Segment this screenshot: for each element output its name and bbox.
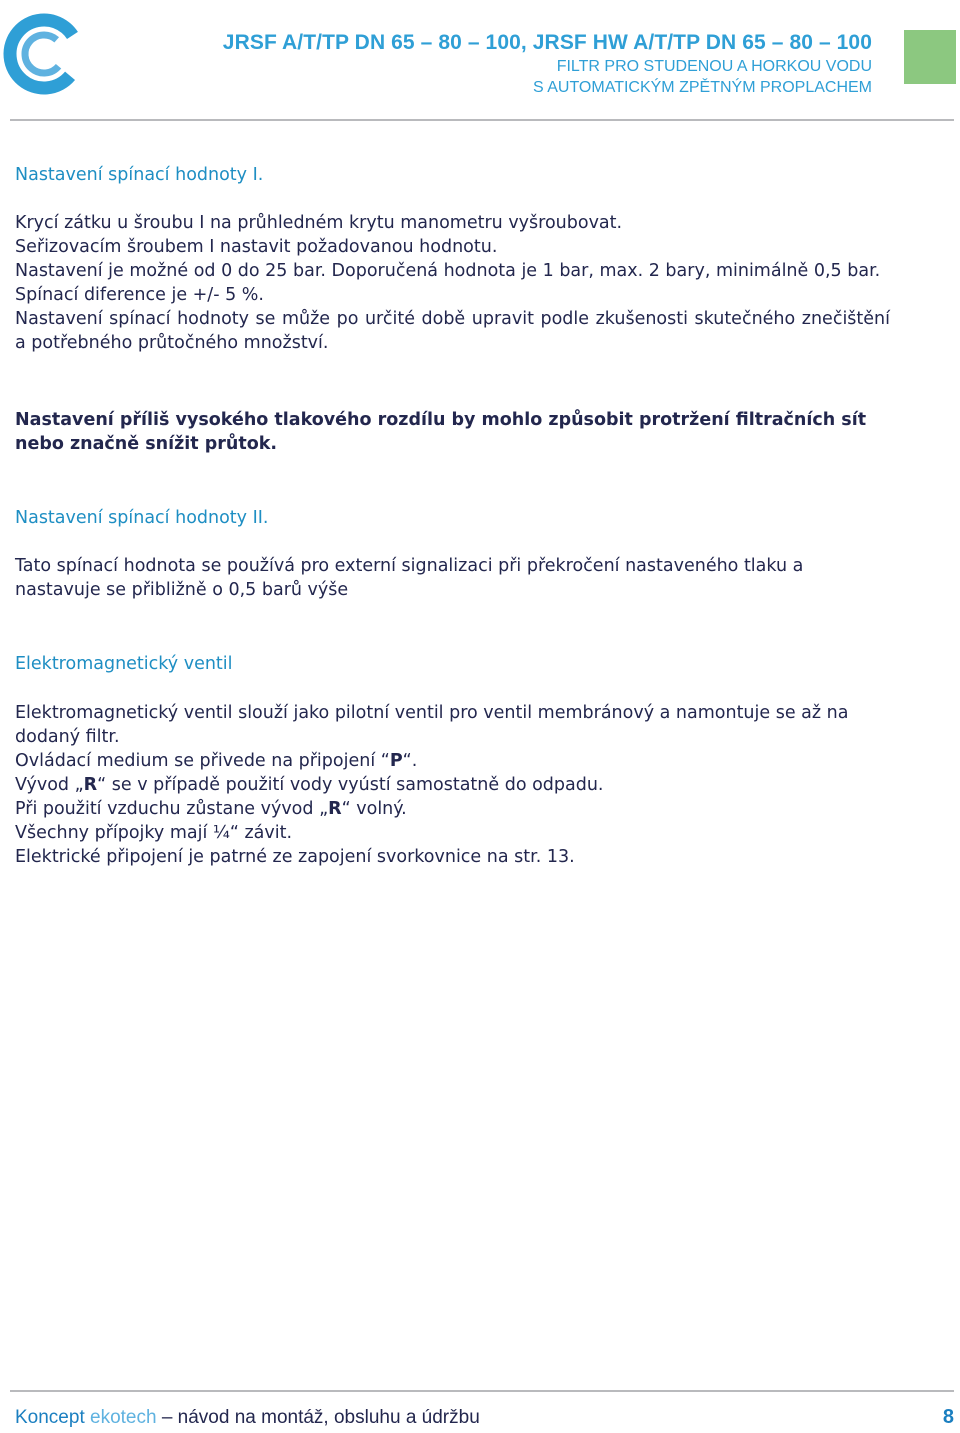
text-segment: “ se v případě použití vody vyústí samostatně do odpadu. bbox=[97, 775, 604, 795]
header-divider bbox=[10, 119, 954, 121]
solenoid-line-3 bbox=[15, 773, 890, 797]
section-solenoid-valve bbox=[15, 652, 890, 676]
footer-manual-title: – návod na montáž, obsluhu a údržbu bbox=[156, 1407, 480, 1428]
section-3-body bbox=[15, 701, 890, 869]
instruction-line: Krycí zátku u šroubu I na průhledném krytu manometru vyšroubovat. bbox=[15, 213, 623, 233]
solenoid-line-1: Elektromagnetický ventil slouží jako pilotní ventil pro ventil membránový a namontuje se až na dodaný filtr. bbox=[15, 703, 849, 747]
solenoid-line-4 bbox=[15, 797, 890, 821]
instruction-line: Spínací diference je +/- 5 %. bbox=[15, 285, 264, 305]
section-2-text: Tato spínací hodnota se používá pro externí signalizaci při překročení nastaveného tlaku a nastavuje se přibližně o 0,5 barů výše bbox=[15, 556, 804, 600]
header-titles bbox=[223, 30, 872, 98]
section-2-body bbox=[15, 554, 890, 602]
solenoid-line-5: Všechny přípojky mají ¼“ závit. bbox=[15, 823, 293, 843]
section-heading-2: Nastavení spínací hodnoty II. bbox=[15, 508, 269, 528]
port-label-r: R bbox=[328, 799, 342, 819]
document-title: JRSF A/T/TP DN 65 – 80 – 100, JRSF HW A/T/TP DN 65 – 80 – 100 bbox=[222, 31, 872, 54]
section-1-body bbox=[15, 211, 890, 355]
solenoid-line-2 bbox=[15, 749, 890, 773]
document-subtitle-2: S AUTOMATICKÝM ZPĚTNÝM PROPLACHEM bbox=[532, 79, 872, 96]
section-heading-3: Elektromagnetický ventil bbox=[15, 654, 233, 674]
company-logo-arc-icon bbox=[0, 0, 90, 110]
green-brand-square bbox=[904, 30, 956, 84]
page-number: 8 bbox=[942, 1406, 954, 1428]
text-segment: Vývod bbox=[15, 775, 75, 795]
section-heading-1: Nastavení spínací hodnoty I. bbox=[15, 165, 264, 185]
solenoid-line-6: Elektrické připojení je patrné ze zapojení svorkovnice na str. 13. bbox=[15, 847, 575, 867]
warning-note bbox=[15, 408, 890, 456]
text-segment: “ volný. bbox=[341, 799, 407, 819]
footer-divider bbox=[10, 1390, 954, 1392]
footer-brand-ekotech: ekotech bbox=[90, 1407, 157, 1428]
text-segment: Při použití vzduchu zůstane vývod bbox=[15, 799, 320, 819]
port-label-r: R bbox=[83, 775, 98, 795]
footer-brand-concept: Koncept bbox=[15, 1407, 90, 1428]
warning-text: Nastavení příliš vysokého tlakového rozdílu by mohlo způsobit protržení filtračních sít nebo značně snížit průtok. bbox=[15, 410, 867, 454]
section-switching-value-1 bbox=[15, 163, 890, 187]
text-segment: Ovládací medium se přivede na připojení bbox=[15, 751, 381, 771]
document-subtitle-1: FILTR PRO STUDENOU A HORKOU VODU bbox=[556, 58, 872, 75]
instruction-line: Nastavení je možné od 0 do 25 bar. Doporučená hodnota je 1 bar, max. 2 bary, minimálně 0,5 bar. bbox=[15, 261, 881, 281]
quote-mark: “ bbox=[380, 751, 390, 771]
quote-mark: „ bbox=[319, 799, 329, 819]
port-label-p: P bbox=[389, 751, 403, 771]
instruction-line: Nastavení spínací hodnoty se může po určité době upravit podle zkušenosti skutečného znečištění a potřebného průtočného množství. bbox=[15, 309, 890, 353]
section-switching-value-2 bbox=[15, 506, 890, 530]
instruction-line: Seřizovacím šroubem I nastavit požadovanou hodnotu. bbox=[15, 237, 498, 257]
quote-mark: „ bbox=[74, 775, 84, 795]
text-segment: “. bbox=[402, 751, 418, 771]
footer-text bbox=[15, 1407, 480, 1429]
